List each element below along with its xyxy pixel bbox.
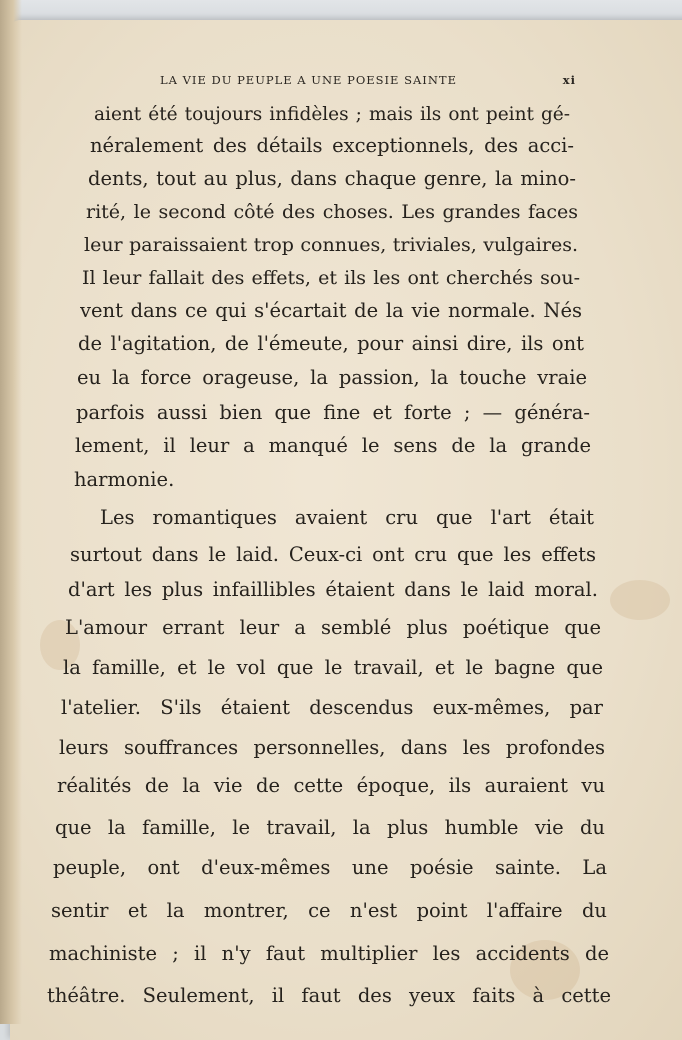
text-line: que la famille, le travail, la plus humble vie du	[55, 816, 605, 839]
text-line: néralement des détails exceptionnels, des acci-	[90, 134, 574, 157]
text-line: rité, le second côté des choses. Les grandes faces	[86, 201, 578, 223]
text-line: surtout dans le laid. Ceux-ci ont cru que les effets	[70, 543, 596, 566]
text-line: théâtre. Seulement, il faut des yeux faits à cette	[47, 984, 611, 1007]
text-line: L'amour errant leur a semblé plus poétique que	[65, 616, 601, 639]
text-line: dents, tout au plus, dans chaque genre, la mino-	[88, 167, 576, 190]
running-title: LA VIE DU PEUPLE A UNE POESIE SAINTE	[160, 73, 457, 87]
text-line: réalités de la vie de cette époque, ils auraient vu	[57, 774, 605, 797]
text-line: de l'agitation, de l'émeute, pour ainsi dire, ils ont	[78, 332, 584, 355]
text-line: Il leur fallait des effets, et ils les ont cherchés sou-	[82, 267, 580, 289]
text-line: eu la force orageuse, la passion, la touche vraie	[77, 366, 587, 389]
page-number: xi	[562, 73, 576, 87]
text-line: aient été toujours infidèles ; mais ils ont peint gé-	[94, 104, 570, 125]
text-line: sentir et la montrer, ce n'est point l'affaire du	[51, 899, 607, 922]
text-line: leur paraissaient trop connues, triviales, vulgaires.	[84, 234, 578, 256]
running-header	[160, 73, 590, 93]
text-line: parfois aussi bien que fine et forte ; — généra-	[76, 401, 590, 424]
text-line: Les romantiques avaient cru que l'art était	[100, 506, 594, 529]
text-line: d'art les plus infaillibles étaient dans le laid moral.	[68, 578, 598, 601]
text-line: harmonie.	[74, 468, 175, 491]
text-line: peuple, ont d'eux-mêmes une poésie sainte. La	[53, 856, 607, 879]
text-line: lement, il leur a manqué le sens de la grande	[75, 434, 591, 457]
text-line: vent dans ce qui s'écartait de la vie normale. Nés	[80, 299, 582, 322]
text-line: l'atelier. S'ils étaient descendus eux-mêmes, par	[61, 696, 603, 719]
foxing-stain	[610, 580, 670, 620]
text-line: la famille, et le vol que le travail, et le bagne que	[63, 656, 603, 679]
text-line: leurs souffrances personnelles, dans les profondes	[59, 736, 605, 759]
text-line: machiniste ; il n'y faut multiplier les accidents de	[49, 942, 609, 965]
page-spine-shadow	[0, 0, 22, 1024]
